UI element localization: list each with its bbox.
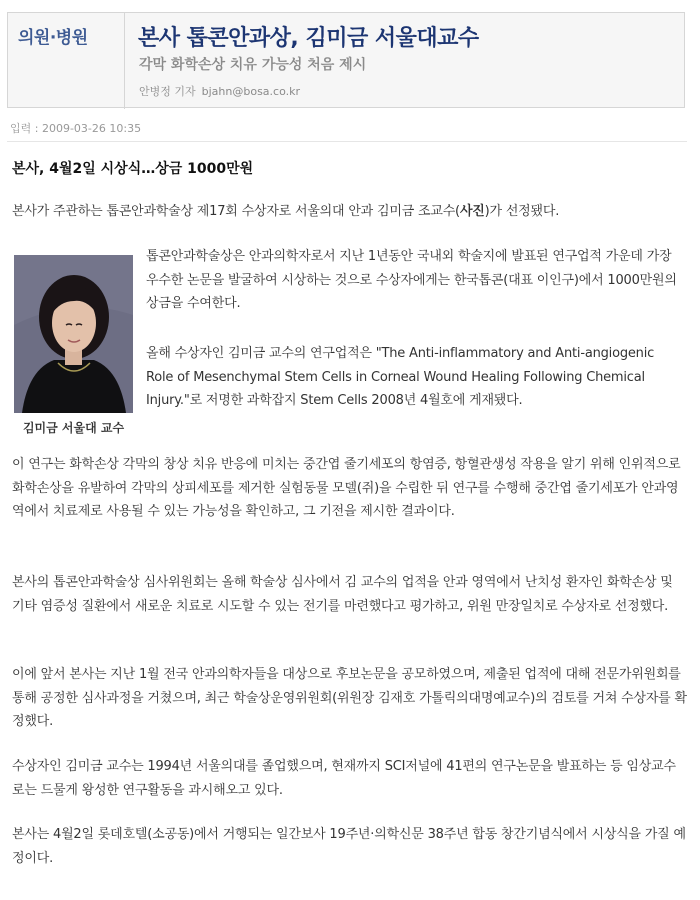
paragraph-4: 이 연구는 화학손상 각막의 창상 치유 반응에 미치는 중간엽 줄기세포의 항염증, 항혈관생성 작용을 알기 위해 인위적으로 화학손상을 유발하여 각막의 상피세포를 제거한 실험동물 모델(쥐)을 수립한 뒤 연구를 수행해 중간엽 줄기세포가 안과영역에서 치료제로 사용될 수 있는 가능성을 확인하고, 그 기전을 제시한 결과이다. (12, 457, 681, 519)
paragraph-2: 톱콘안과학술상은 안과의학자로서 지난 1년동안 국내외 학술지에 발표된 연구업적 가운데 가장 우수한 논문을 발굴하여 시상하는 것으로 수상자에게는 한국톱콘(대표 이인구)에서 1000만원의 상금을 수여한다. (146, 249, 677, 311)
article-headline: 본사 톱콘안과상, 김미금 서울대교수 (138, 26, 479, 51)
paragraph-3: 올해 수상자인 김미금 교수의 연구업적은 "The Anti-inflammatory and Anti-angiogenic Role of Mesenchymal Stem Cells in Corneal Wound Healing Following Chemical Injury."로 저명한 과학잡지 Stem Cells 2008년 4월호에 게재됐다. (146, 346, 655, 408)
portrait-image (14, 255, 133, 413)
article-lead: 본사, 4월2일 시상식…상금 1000만원 (12, 161, 254, 177)
paragraph-7: 수상자인 김미금 교수는 1994년 서울의대를 졸업했으며, 현재까지 SCI저널에 41편의 연구논문을 발표하는 등 임상교수로는 드물게 왕성한 연구활동을 과시해오고 있다. (12, 759, 676, 798)
reporter-name: 안병정 기자 (139, 85, 196, 98)
header-divider (124, 13, 125, 109)
byline (139, 83, 300, 99)
photo-reference: 사진 (459, 204, 485, 219)
section-label[interactable]: 의원·병원 (18, 28, 88, 48)
publish-date: 입력 : 2009-03-26 10:35 (10, 122, 142, 135)
paragraph-5: 본사의 톱콘안과학술상 심사위원회는 올해 학술상 심사에서 김 교수의 업적을 안과 영역에서 난치성 환자인 화학손상 및 기타 염증성 질환에서 새로운 치료로 시도할 수 있는 전기를 마련했다고 평가하고, 위원 만장일치로 수상자로 선정했다. (12, 575, 673, 614)
paragraph-1-post: )가 선정됐다. (484, 204, 560, 219)
divider (7, 141, 687, 142)
reporter-email[interactable]: bjahn@bosa.co.kr (201, 85, 301, 98)
article-header (7, 12, 685, 108)
author-photo-box (14, 255, 133, 437)
photo-caption: 김미금 서울대 교수 (22, 421, 125, 435)
paragraph-6: 이에 앞서 본사는 지난 1월 전국 안과의학자들을 대상으로 후보논문을 공모하였으며, 제출된 업적에 대해 전문가위원회를 통해 공정한 심사과정을 거쳤으며, 최근 학술상운영위원회(위원장 김재호 가톨릭의대명예교수)의 검토를 거쳐 수상자를 확정했다. (12, 667, 687, 729)
paragraph-8: 본사는 4월2일 롯데호텔(소공동)에서 거행되는 일간보사 19주년·의학신문 38주년 합동 창간기념식에서 시상식을 가질 예정이다. (12, 827, 686, 866)
author-photo (14, 255, 133, 413)
paragraph-1 (12, 200, 688, 224)
article-subhead: 각막 화학손상 치유 가능성 처음 제시 (139, 57, 367, 73)
paragraph-1-pre: 본사가 주관하는 톱콘안과학술상 제17회 수상자로 서울의대 안과 김미금 조교수( (12, 204, 460, 219)
